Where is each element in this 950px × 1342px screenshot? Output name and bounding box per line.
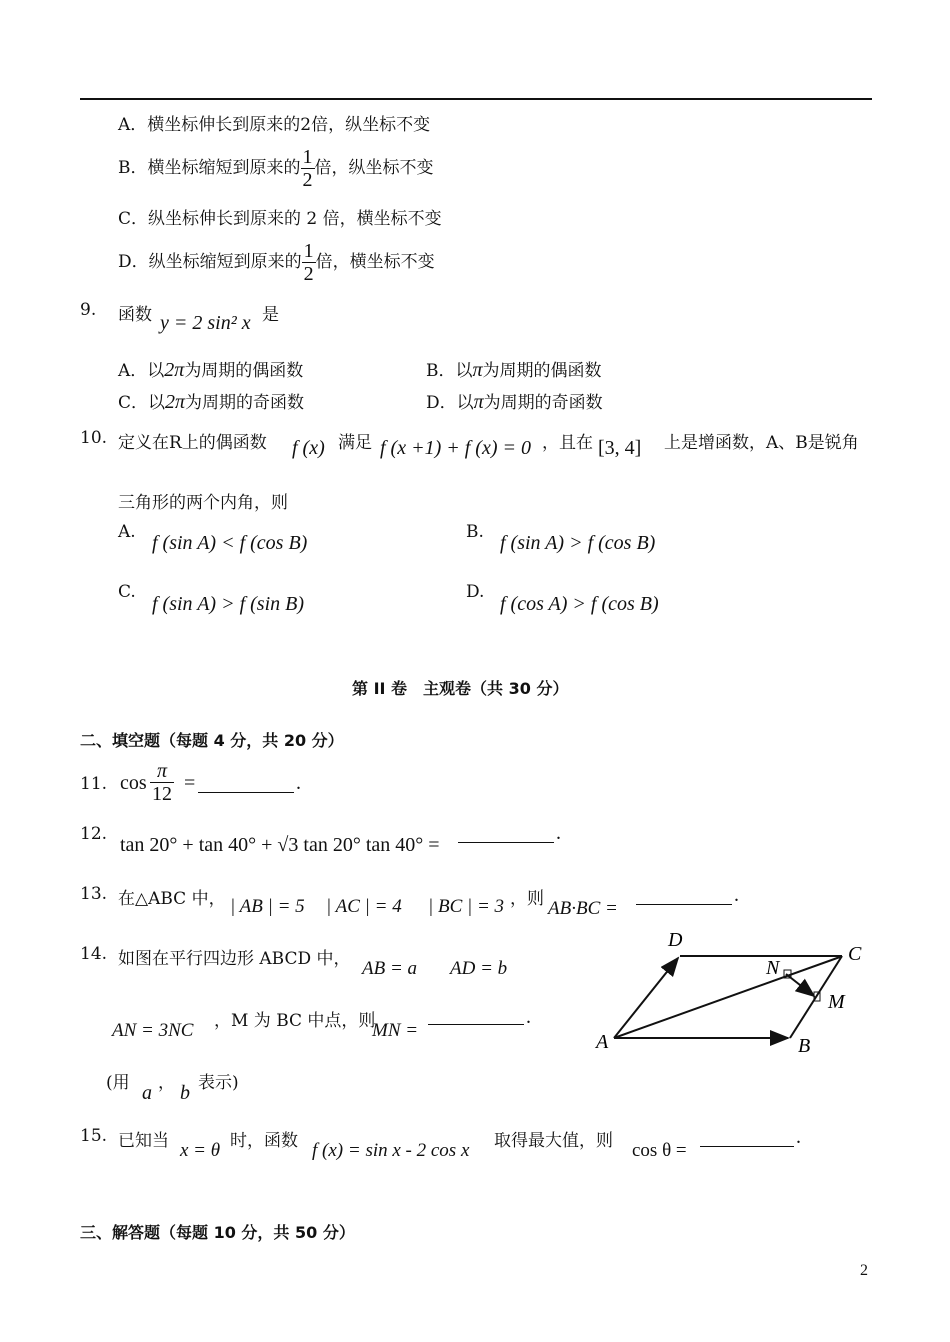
q9-option-d (426, 388, 603, 414)
q11-period: . (296, 772, 301, 794)
q8-option-b-text: B．横坐标缩短到原来的 (118, 158, 301, 178)
q10-option-c: f (sin A) > f (sin B) (152, 593, 305, 615)
q14-ad: AD = b (450, 958, 508, 979)
q9-a-label: A．以 (118, 361, 165, 381)
q9-a-text: 为周期的偶函数 (184, 361, 304, 381)
q13-number: 13. (80, 884, 108, 904)
fraction-half (302, 240, 316, 285)
q14-answer-blank[interactable] (428, 1004, 524, 1025)
q10-interval: [3, 4] (598, 437, 642, 459)
q14-hint-b: b (180, 1082, 190, 1104)
q10-b-label: B. (466, 522, 484, 542)
section-ii-title: 第 II 卷 主观卷（共 30 分） (352, 679, 569, 698)
q10-option-b: f (sin A) > f (cos B) (500, 532, 656, 554)
q15-stem-1: 已知当 (118, 1131, 169, 1151)
frac-num: 1 (302, 146, 313, 168)
q9-b-text: 为周期的偶函数 (482, 361, 602, 381)
q14-hint-open: (用 (106, 1073, 130, 1093)
q10-option-d: f (cos A) > f (cos B) (500, 593, 659, 615)
q10-f2: f (x +1) + f (x) = 0 (380, 437, 531, 459)
q8-option-d (118, 240, 435, 285)
label-c: C (848, 943, 862, 965)
vector-nm (786, 974, 814, 996)
diagonal-ac (614, 957, 840, 1038)
q14-number: 14. (80, 944, 108, 964)
q8-option-d-text: D．纵坐标缩短到原来的 (118, 252, 302, 272)
answer-section-title: 三、解答题（每题 10 分，共 50 分） (80, 1223, 355, 1242)
q10-stem-2: 满足 (338, 433, 372, 453)
q12-period: . (556, 822, 561, 844)
q13-ac: | AC | = 4 (326, 896, 402, 917)
label-n: N (766, 957, 780, 979)
page-number: 2 (860, 1262, 868, 1279)
q13-ab: | AB | = 5 (230, 896, 305, 917)
q14-hint-close: 表示) (198, 1073, 239, 1093)
q9-b-label: B．以 (426, 361, 473, 381)
frac-den: 2 (303, 263, 314, 285)
q13-bc: | BC | = 3 (428, 896, 505, 917)
q12-expression: tan 20° + tan 40° + √3 tan 20° tan 40° = (120, 834, 440, 856)
q8-option-b-tail: 倍，纵坐标不变 (314, 158, 434, 178)
q11-cos: cos (120, 772, 147, 794)
label-b: B (798, 1035, 811, 1057)
q15-answer-blank[interactable] (700, 1124, 794, 1147)
q15-period: . (796, 1126, 801, 1148)
q9-c-val: 2π (165, 391, 186, 413)
q15-stem-3: 取得最大值，则 (494, 1131, 613, 1151)
q9-d-text: 为周期的奇函数 (483, 393, 603, 413)
q8-option-a: A．横坐标伸长到原来的2倍，纵坐标不变 (118, 115, 431, 135)
q9-c-label: C．以 (118, 393, 166, 413)
header-rule (80, 98, 872, 100)
q11-frac-den: 12 (152, 783, 172, 805)
fill-in-section-title: 二、填空题（每题 4 分，共 20 分） (80, 731, 344, 750)
q14-hint-comma: ， (158, 1073, 175, 1093)
q8-option-c: C．纵坐标伸长到原来的 2 倍，横坐标不变 (118, 209, 442, 229)
q9-formula: y = 2 sin² x (160, 312, 251, 334)
q14-an: AN = 3NC (112, 1020, 194, 1041)
q11-frac-num: π (150, 760, 174, 783)
q11-fraction (150, 760, 174, 805)
q13-dot-product: AB·BC = (548, 898, 618, 919)
q14-stem: 如图在平行四边形 ABCD 中， (118, 949, 351, 969)
q9-number: 9. (80, 300, 97, 320)
q10-stem-4: 上是增函数，A、B是锐角 (664, 433, 859, 453)
label-a: A (596, 1031, 609, 1053)
frac-num: 1 (303, 240, 314, 262)
q9-d-val: π (473, 391, 484, 413)
q9-option-b (426, 356, 602, 382)
q8-option-b (118, 146, 434, 191)
parallelogram-figure (590, 924, 870, 1060)
q8-option-d-tail: 倍，横坐标不变 (315, 252, 435, 272)
q15-cos-theta: cos θ = (632, 1140, 687, 1161)
q9-stem-end: 是 (262, 305, 279, 325)
q11-answer-blank[interactable] (198, 770, 294, 793)
q13-answer-blank[interactable] (636, 882, 732, 905)
q10-number: 10. (80, 428, 108, 448)
q10-c-label: C. (118, 582, 136, 602)
q13-stem-2: ，则 (510, 889, 544, 909)
q10-a-label: A. (118, 522, 136, 542)
q9-stem: 函数 (118, 305, 152, 325)
q10-d-label: D. (466, 582, 485, 602)
q9-a-val: 2π (164, 359, 185, 381)
q14-stem-2: ，M 为 BC 中点，则 (214, 1011, 376, 1031)
q10-option-a: f (sin A) < f (cos B) (152, 532, 308, 554)
q9-option-c (118, 388, 304, 414)
q13-stem: 在△ABC 中， (118, 889, 226, 909)
q10-stem-line2: 三角形的两个内角，则 (118, 493, 288, 513)
label-m: M (828, 991, 845, 1013)
q15-stem-2: 时，函数 (230, 1131, 298, 1151)
q15-function: f (x) = sin x - 2 cos x (312, 1140, 470, 1161)
q15-x-theta: x = θ (180, 1140, 221, 1161)
fraction-half (301, 146, 315, 191)
q14-mn: MN = (372, 1020, 419, 1041)
q15-number: 15. (80, 1126, 108, 1146)
q9-b-val: π (472, 359, 483, 381)
q9-c-text: 为周期的奇函数 (185, 393, 305, 413)
q11-equals: = (184, 772, 196, 794)
q13-period: . (734, 884, 739, 906)
frac-den: 2 (302, 169, 313, 191)
q9-d-label: D．以 (426, 393, 474, 413)
q10-f1: f (x) (292, 437, 325, 459)
q11-number: 11. (80, 774, 108, 794)
label-d: D (668, 929, 683, 951)
q14-period: . (526, 1006, 531, 1028)
q10-stem-1: 定义在R上的偶函数 (118, 433, 267, 453)
q12-number: 12. (80, 824, 108, 844)
q14-hint-a: a (142, 1082, 152, 1104)
q14-ab: AB = a (362, 958, 418, 979)
q9-option-a (118, 356, 303, 382)
q12-answer-blank[interactable] (458, 820, 554, 843)
q10-stem-3: ，且在 (542, 433, 593, 453)
